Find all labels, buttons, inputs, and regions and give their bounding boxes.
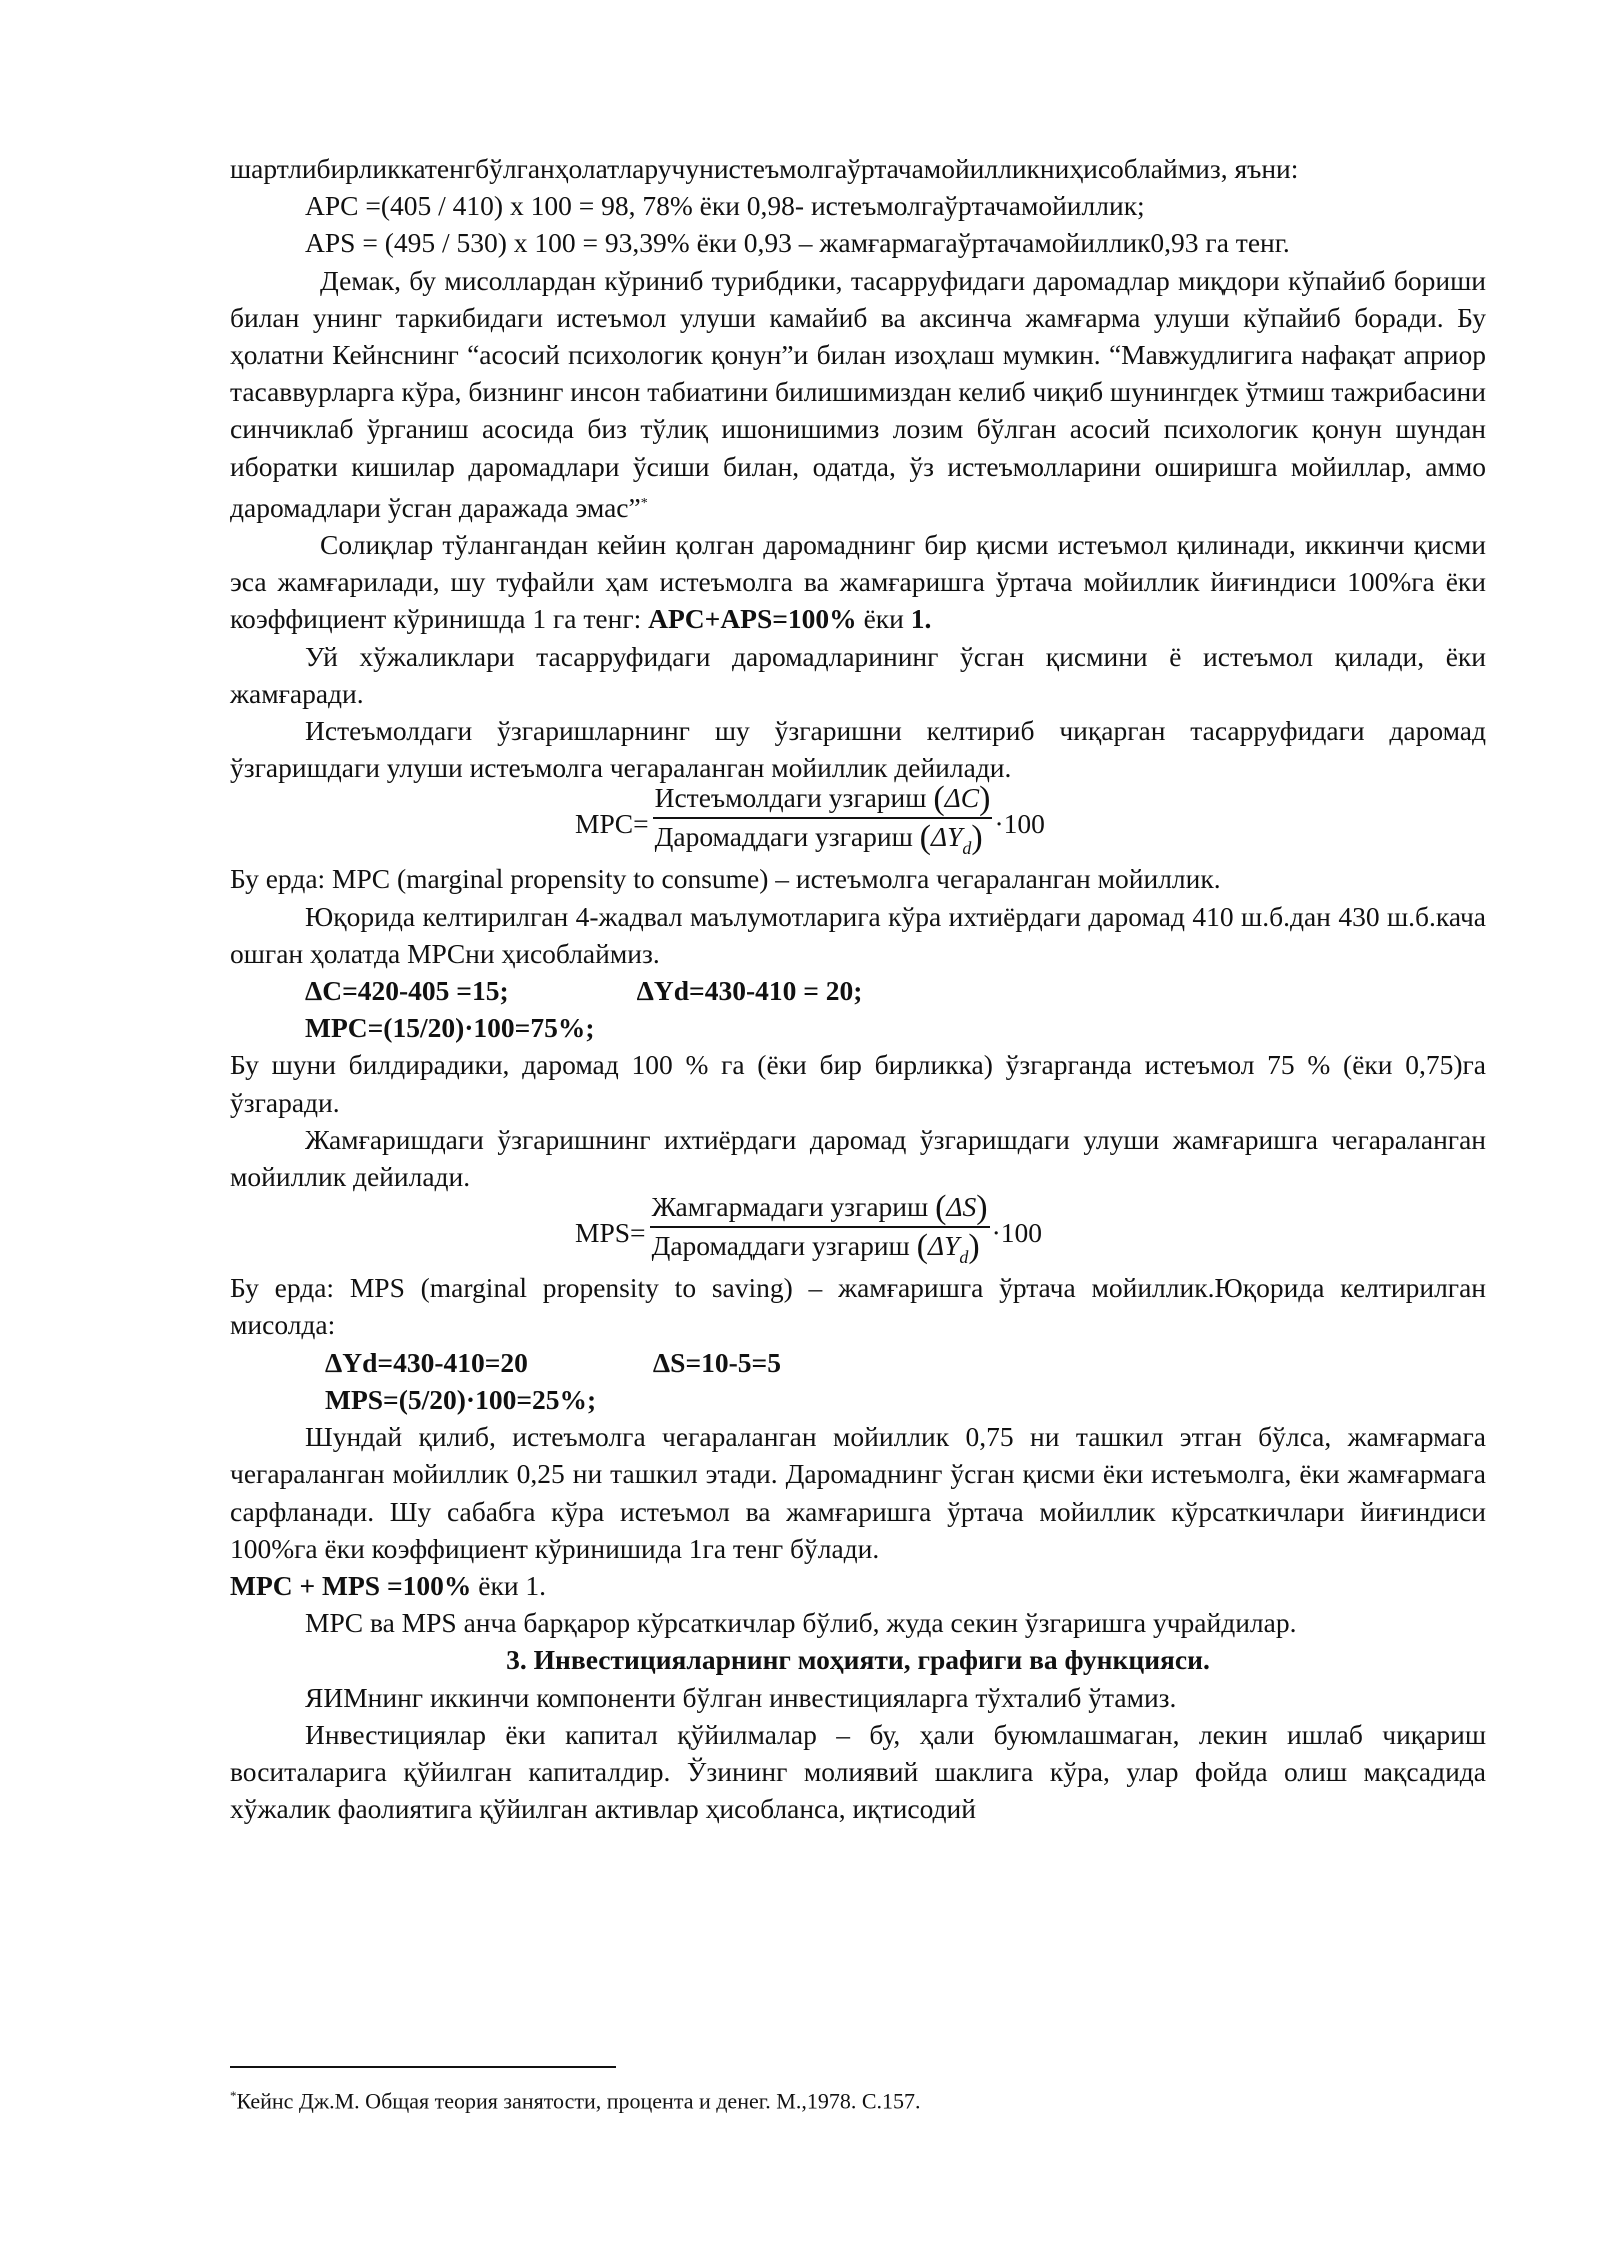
- calc-mpc: MPC=(15/20)·100=75%;: [305, 1012, 595, 1044]
- denominator-subscript: d: [962, 838, 972, 859]
- paragraph: Шундай қилиб, истеъмолга чегараланган мойиллик 0,75 ни ташкил этган бўлса, жамғармага чегараланган мойиллик 0,25 ни ташкил этади. Даромаднинг ўсган қисми ёки истеъмолга, ёки жамғармага сарфланади. Шу сабабга кўра истеъмол ва жамғаришга ўртача мойиллик кўрсаткичлари йиғиндиси 100%га ёки коэффициент кўринишида 1га тенг бўлади.: [230, 1421, 1486, 1564]
- bold-value: 1.: [910, 603, 932, 635]
- paragraph: Уй хўжаликлари тасарруфидаги даромадларининг ўсган қисмини ё истеъмол қилади, ёки жамғаради.: [230, 640, 1486, 709]
- formula-lhs: MPS=: [575, 1216, 646, 1248]
- calc-delta-s: ΔS=10-5=5: [652, 1346, 781, 1378]
- footnote-text: Кейнс Дж.М. Общая теория занятости, процента и денег. М.,1978. С.157.: [236, 2088, 921, 2114]
- formula-mps: [230, 1189, 1486, 1269]
- paragraph: Инвестициялар ёки капитал қўйилмалар – бу, ҳали буюмлашмаган, лекин ишлаб чиқариш воситаларига қўйилган капиталдир. Ўзининг молиявий шаклига кўра, улар фойда олиш мақсадида хўжалик фаолиятига қўйилган активлар ҳисобланса, иқтисодий: [230, 1718, 1486, 1825]
- paragraph: Бу ерда: MPS (marginal propensity to saving) – жамғаришга ўртача мойиллик.Юқорида келтирилган мисолда:: [230, 1272, 1486, 1341]
- numerator-variable: ΔC: [944, 782, 980, 814]
- calc-mps: MPS=(5/20)·100=25%;: [325, 1383, 597, 1415]
- footnote-marker: *: [230, 2088, 237, 2103]
- fraction: [653, 781, 993, 865]
- summary-line: [230, 1567, 1486, 1604]
- footnote-ref: *: [640, 495, 648, 511]
- formula-mpc: [230, 780, 1486, 860]
- formula-multiplier: ·100: [991, 1216, 1043, 1248]
- denominator-variable: ΔY: [927, 1230, 960, 1262]
- calc-delta-yd: ΔYd=430-410 = 20;: [636, 975, 863, 1007]
- formula-multiplier: ·100: [994, 807, 1045, 839]
- paragraph: Юқорида келтирилган 4-жадвал маълумотларига кўра ихтиёрдаги даромад 410 ш.б.дан 430 ш.б.кача ошган ҳолатда MPCни ҳисоблаймиз.: [230, 900, 1486, 969]
- paragraph: шартлибирликкатенгбўлганҳолатларучунистеъмолгаўртачамойилликниҳисоблаймиз, яъни:: [230, 153, 1299, 184]
- paragraph: Истеъмолдаги ўзгаришларнинг шу ўзгаришни келтириб чиқарган тасарруфидаги даромад ўзгаришдаги улуши истеъмолга чегараланган мойиллик дейилади.: [230, 715, 1486, 784]
- fraction-numerator: Жамгармадаги узгариш (ΔS): [651, 1189, 988, 1227]
- fraction-denominator: Даромаддаги узгариш $(\Delta Y_d)$: [651, 1228, 980, 1268]
- calc-delta-c: ΔC=420-405 =15;: [305, 975, 509, 1007]
- paragraph-text: Демак, бу мисоллардан кўриниб турибдики, тасарруфидаги даромадлар миқдори кўпайиб бориши билан унинг таркибидаги истеъмол улуши камайиб ва аксинча жамғарма улуши кўпайиб боради. Бу ҳолатни Кейнснинг “асосий психологик қонун”и билан изоҳлаш мумкин. “Мавжудлигига нафақат априор тасаввурларга кўра, бизнинг инсон табиатини билишимиздан келиб чиқиб шунингдек ўтмиш тажрибасини синчиклаб ўрганиш асосида биз тўлиқ ишонишимиз лозим бўлган асосий психологик қонун шундан иборатки кишилар даромадлари ўсиши билан, одатда, ўз истеъмолларини оширишга мойиллар, аммо даромадлари ўсган даражада эмас”: [230, 264, 1486, 523]
- numerator-text: Истеъмолдаги узгариш: [654, 782, 934, 814]
- paragraph: Бу ерда: MPC (marginal propensity to consume) – истеъмолга чегараланган мойиллик.: [230, 863, 1221, 895]
- paragraph-text: ёки 1.: [471, 1569, 547, 1601]
- denominator-variable: ΔY: [930, 821, 963, 853]
- paragraph: Жамғаришдаги ўзгаришнинг ихтиёрдаги даромад ўзгаришдаги улуши жамғаришга чегараланган мойиллик дейилади.: [230, 1123, 1486, 1193]
- section-heading: 3. Инвестицияларнинг моҳияти, графиги ва функцияси.: [506, 1644, 1210, 1676]
- denominator-text: Даромаддаги узгариш: [654, 821, 920, 853]
- paragraph-keynes: [230, 262, 1486, 526]
- bold-formula: APC+APS=100%: [648, 603, 857, 635]
- formula-line-aps: APS = (495 / 530) x 100 = 93,39% ёки 0,93 – жамғармагаўртачамойиллик0,93 га тенг.: [305, 227, 1290, 259]
- denominator-subscript: d: [959, 1247, 969, 1268]
- fraction: [650, 1190, 990, 1274]
- calc-line: [230, 1344, 1486, 1381]
- calc-delta-yd: ΔYd=430-410=20: [325, 1346, 528, 1378]
- footnote-separator: [230, 2066, 616, 2068]
- numerator-text: Жамгармадаги узгариш: [651, 1191, 936, 1223]
- paragraph: MPC ва MPS анча барқарор кўрсаткичлар бўлиб, жуда секин ўзгаришга учрайдилар.: [305, 1607, 1297, 1639]
- numerator-variable: ΔS: [946, 1191, 977, 1223]
- paragraph: Бу шуни билдирадики, даромад 100 % га (ёки бир бирликка) ўзгарганда истеъмол 75 % (ёки 0,75)га ўзгаради.: [230, 1049, 1486, 1118]
- formula-lhs: MPC=: [575, 807, 649, 839]
- paragraph-apc-aps: [230, 526, 1486, 638]
- fraction-denominator: Даромаддаги узгариш $(\Delta Y_d)$: [654, 819, 983, 859]
- bold-formula: MPC + MPS =100%: [230, 1569, 472, 1601]
- fraction-numerator: Истеъмолдаги узгариш (ΔC): [654, 780, 991, 818]
- paragraph-text: Солиқлар тўлангандан кейин қолган даромаднинг бир қисми истеъмол қилинади, иккинчи қисми эса жамғарилади, шу туфайли ҳам истеъмолга ва жамғаришга ўртача мойиллик йиғиндиси 100%га ёки коэффициент кўринишда 1 га тенг:: [230, 529, 1486, 635]
- paragraph-text: ёки: [856, 603, 911, 635]
- denominator-text: Даромаддаги узгариш: [651, 1230, 917, 1262]
- footnote: [230, 2082, 921, 2115]
- formula-line-apc: APC =(405 / 410) x 100 = 98, 78% ёки 0,98- истеъмолгаўртачамойиллик;: [305, 190, 1145, 222]
- body-text-block: [230, 150, 1486, 1827]
- calc-line: [230, 972, 1486, 1009]
- paragraph: ЯИМнинг иккинчи компоненти бўлган инвестицияларга тўхталиб ўтамиз.: [305, 1681, 1177, 1713]
